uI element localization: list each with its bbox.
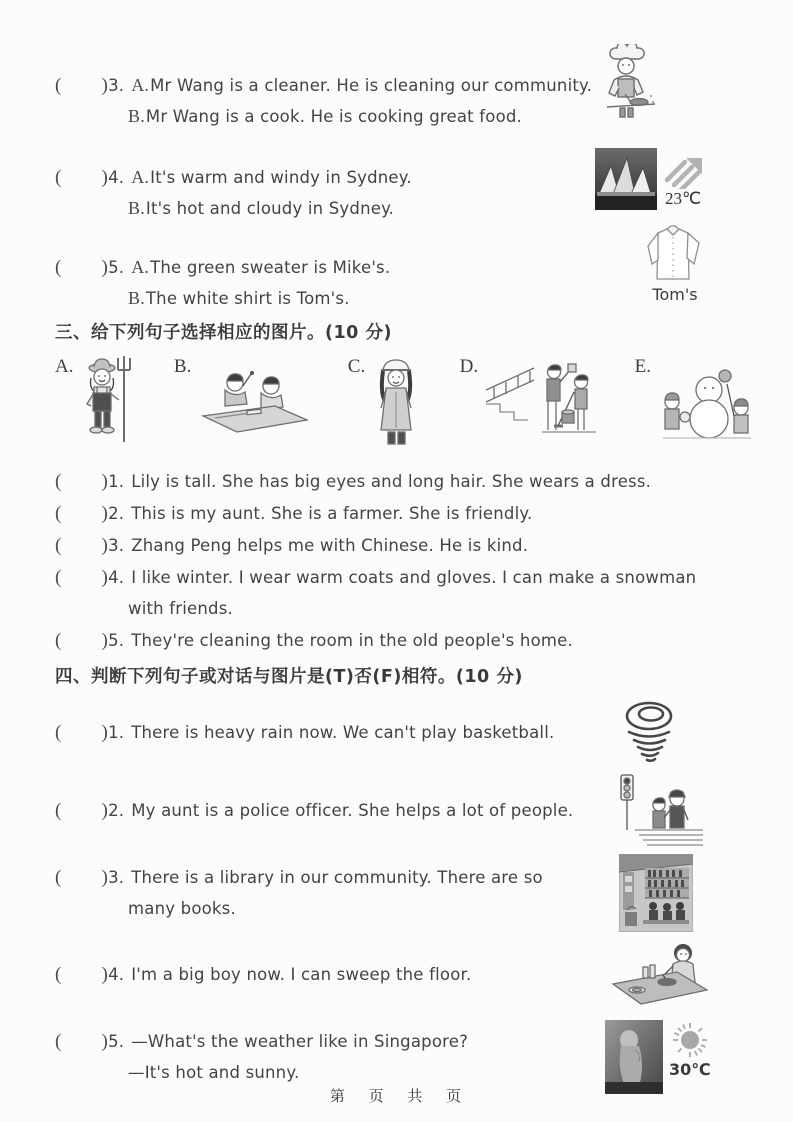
- item-text: Lily is tall. She has big eyes and long hair. She wears a dress.: [131, 472, 652, 491]
- section-match-pictures: [55, 320, 755, 656]
- tornado-icon: [621, 700, 679, 764]
- item-text: Zhang Peng helps me with Chinese. He is kind.: [131, 536, 529, 555]
- option-a-text: The green sweater is Mike's.: [150, 258, 391, 277]
- match-item-2: ( )2. This is my aunt. She is a farmer. She is friendly.: [55, 503, 533, 524]
- sun-icon: [670, 1020, 710, 1060]
- section-true-false: [55, 664, 755, 1094]
- listening-item-3: [55, 56, 755, 134]
- section4-title: 四、判断下列句子或对话与图片是(T)否(F)相符。(10 分): [55, 667, 523, 687]
- people-cleaning-room-illustration: [482, 360, 600, 446]
- option-a-label: A.: [131, 257, 150, 277]
- option-a-text: It's warm and windy in Sydney.: [150, 168, 412, 187]
- option-b-text: Mr Wang is a cook. He is cooking great food.: [145, 107, 523, 126]
- option-b-label: B.: [128, 106, 145, 126]
- picture-label: C.: [347, 356, 366, 377]
- answer-paren-open: (: [55, 257, 62, 278]
- item-text-line1: I like winter. I wear warm coats and gloves. I can make a snowman: [131, 568, 697, 587]
- item-number: 2.: [108, 504, 125, 523]
- shirt-caption: Tom's: [652, 285, 698, 304]
- dialogue-line2: —It's hot and sunny.: [128, 1063, 300, 1082]
- listening-item-5: [55, 238, 755, 314]
- option-b-label: B.: [128, 288, 145, 308]
- tf-item-3: ( )3. There is a library in our community. There are so many books.: [55, 854, 755, 932]
- farmer-woman-illustration: [77, 356, 139, 452]
- item-text: They're cleaning the room in the old people's home.: [131, 631, 573, 650]
- match-item-5: ( )5. They're cleaning the room in the old people's home.: [55, 630, 573, 651]
- item-number: 4.: [108, 168, 125, 187]
- picture-label: B.: [173, 356, 192, 377]
- picture-option-e: [635, 356, 755, 446]
- section-listening: [55, 56, 755, 314]
- item-text: This is my aunt. She is a farmer. She is friendly.: [131, 504, 533, 523]
- answer-paren-open: (: [55, 167, 62, 188]
- sydney-opera-house-photo: [595, 148, 657, 210]
- item-text-line1: There is a library in our community. There are so: [131, 868, 543, 887]
- item-number: 5.: [108, 631, 125, 650]
- tf-item-5: ( )5. —What's the weather like in Singapore? —It's hot and sunny. 30℃: [55, 1020, 755, 1094]
- item-number: 1.: [108, 472, 125, 491]
- picture-label: D.: [459, 356, 479, 377]
- picture-option-b: [174, 356, 313, 438]
- item-text-line2: with friends.: [128, 599, 233, 618]
- library-photo: [619, 854, 693, 932]
- option-a-label: A.: [131, 167, 150, 187]
- kids-making-snowman-illustration: [655, 362, 755, 446]
- item-number: 5.: [108, 1032, 125, 1051]
- item-text-line2: many books.: [128, 899, 236, 918]
- wind-icon: [661, 149, 705, 189]
- merlion-photo: [605, 1020, 663, 1094]
- temperature-label: 30℃: [669, 1060, 711, 1079]
- answer-paren-close: ): [101, 257, 109, 278]
- police-officer-crossing-illustration: [613, 772, 705, 848]
- item-number: 4.: [108, 568, 125, 587]
- picture-option-d: [460, 356, 600, 446]
- picture-label: A.: [55, 356, 74, 377]
- picture-option-a: [55, 356, 139, 452]
- option-a-text: Mr Wang is a cleaner. He is cleaning our community.: [150, 76, 593, 95]
- answer-paren-open: (: [55, 75, 62, 96]
- boy-sweeping-illustration: [609, 940, 711, 1008]
- tf-item-2: ( )2. My aunt is a police officer. She helps a lot of people.: [55, 772, 755, 848]
- picture-option-c: [348, 356, 425, 454]
- option-a-label: A.: [131, 75, 150, 95]
- kids-studying-illustration: [195, 366, 313, 438]
- page-footer: 第 页 共 页: [329, 1089, 464, 1105]
- option-b-text: It's hot and cloudy in Sydney.: [145, 199, 395, 218]
- listening-item-4: [55, 148, 755, 224]
- item-number: 3.: [108, 76, 125, 95]
- item-number: 3.: [108, 868, 125, 887]
- option-b-text: The white shirt is Tom's.: [145, 289, 350, 308]
- tf-item-1: ( )1. There is heavy rain now. We can't play basketball.: [55, 700, 755, 764]
- picture-options-row: [55, 356, 755, 456]
- item-text: I'm a big boy now. I can sweep the floor.: [131, 964, 472, 984]
- match-item-3: ( )3. Zhang Peng helps me with Chinese. He is kind.: [55, 535, 529, 556]
- temperature-label: 23℃: [664, 189, 702, 208]
- dialogue-line1: —What's the weather like in Singapore?: [131, 1032, 469, 1051]
- item-number: 3.: [108, 536, 125, 555]
- section3-title: 三、给下列句子选择相应的图片。(10 分): [55, 323, 392, 343]
- chef-cooking-illustration: [595, 44, 659, 134]
- item-number: 5.: [108, 258, 125, 277]
- picture-label: E.: [634, 356, 651, 377]
- item-text: There is heavy rain now. We can't play basketball.: [131, 722, 555, 742]
- item-number: 2.: [108, 800, 125, 820]
- item-number: 4.: [108, 964, 125, 984]
- match-item-1: ( )1. Lily is tall. She has big eyes and long hair. She wears a dress.: [55, 471, 652, 492]
- item-text: My aunt is a police officer. She helps a lot of people.: [131, 800, 574, 820]
- section3-items: [55, 466, 755, 656]
- girl-winter-coat-illustration: [369, 356, 425, 454]
- option-b-label: B.: [128, 198, 145, 218]
- white-shirt-illustration: [642, 222, 708, 284]
- item-number: 1.: [108, 722, 125, 742]
- answer-paren-close: ): [101, 75, 109, 96]
- match-item-4: ( )4. I like winter. I wear warm coats and gloves. I can make a snowman with friends.: [55, 562, 755, 624]
- tf-item-4: ( )4. I'm a big boy now. I can sweep the floor.: [55, 940, 755, 1008]
- answer-paren-close: ): [101, 167, 109, 188]
